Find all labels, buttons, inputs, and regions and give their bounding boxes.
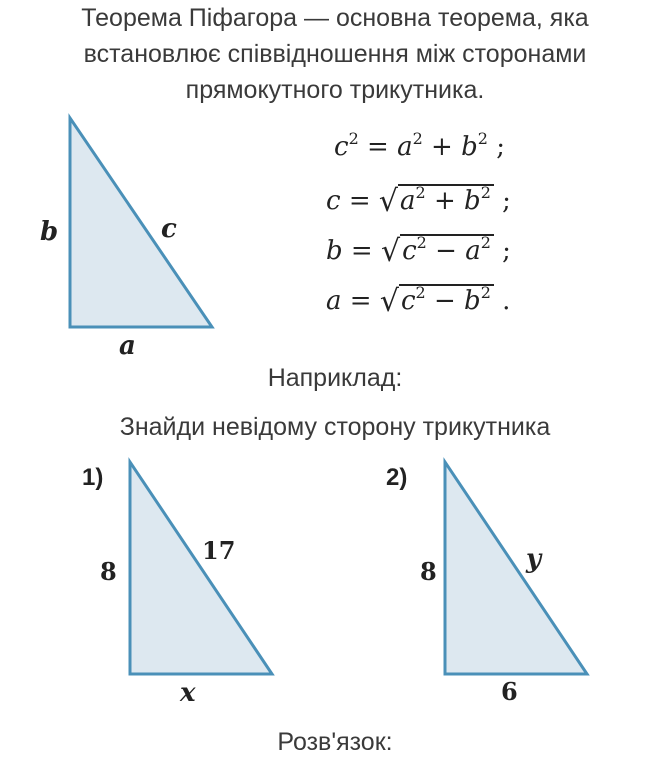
intro-line-2: встановлює співвідношення між сторонами [83,40,587,68]
formula-3-term-1: c [402,236,417,266]
intro-line-1: Теорема Піфагора — основна теорема, яка [81,4,589,32]
sqrt-icon: √ [380,234,401,269]
formula-3-radicand: $c^2 - a^2$ [400,234,494,264]
example-label: Наприклад: [267,364,403,392]
task-2-leg-label: 8 [420,557,437,586]
formula-c: $c = √a^2 + b^2$ ; [326,183,511,219]
formula-1-term-1: a [397,132,413,162]
formula-2-lhs: c [326,186,341,216]
solution-label: Розв'язок: [277,728,393,756]
formula-2-term-2: b [464,186,481,216]
formula-4-term-1: c [400,286,416,316]
task-2-hypotenuse-label: y [526,544,542,574]
side-label-b: b [40,217,59,247]
formula-2-term-1: a [400,186,416,216]
formula-2-radicand: $a^2 + b^2$ [398,184,494,214]
task-2-base-label: 6 [501,677,518,706]
formula-b: $b = √c^2 - a^2$ ; [326,233,511,269]
formula-c-squared: $c^2 = a^2 + b^2$ ; [334,129,505,162]
task-2-number: 2) [386,464,408,491]
task-1-hypotenuse-label: 17 [202,536,236,565]
formula-a: $a = √c^2 - b^2$ . [326,283,511,319]
formula-4-radicand: $c^2 - b^2$ [399,284,494,314]
formula-3-term-2: a [465,236,481,266]
task-1-base-label: x [180,678,196,708]
formula-1-end: ; [496,132,505,162]
intro-line-3: прямокутного трикутника. [185,76,485,104]
task-text: Знайди невідому сторону трикутника [119,413,551,441]
formula-4-lhs: a [326,286,342,316]
task-1-number: 1) [82,464,104,491]
task-2-triangle-polygon [445,462,587,674]
task-1-leg-label: 8 [100,557,117,586]
formula-1-lhs: c [334,132,349,162]
formula-3-end: ; [502,236,511,266]
formula-1-term-2: b [461,132,478,162]
side-label-c: c [161,214,177,244]
side-label-a: a [119,331,136,361]
sqrt-icon: √ [378,184,399,219]
formula-4-term-2: b [464,286,481,316]
formula-3-lhs: b [326,236,343,266]
formula-2-end: ; [502,186,511,216]
sqrt-icon: √ [379,284,399,319]
formula-4-end: . [502,286,511,316]
